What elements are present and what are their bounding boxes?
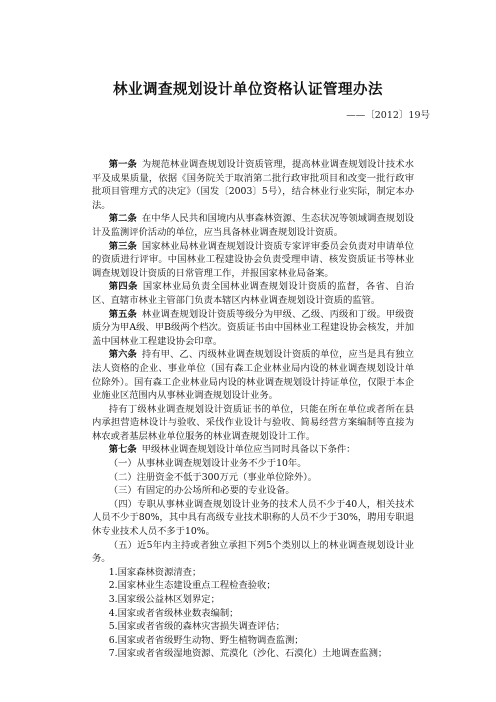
article-4	[92, 280, 414, 307]
article-text: 持有甲、乙、丙级林业调查规划设计资质的单位，应当是具有独立法人资格的企业、事业单位（国有森工企业林业局内设的林业调查规划设计单位除外）。国有森工企业林业局内设的林业调查规划设计持证单位，仅限于本企业施业区范围内从事林业调查规划设计业务。	[92, 349, 414, 402]
list-item: 7.国家或者省级湿地资源、荒漠化（沙化、石漠化）土地调查监测；	[108, 648, 388, 660]
article-text: 在中华人民共和国境内从事森林资源、生态状况等领域调查规划设计及监测评价活动的单位，应当具备林业调查规划设计资质。	[92, 213, 414, 238]
article-5	[92, 308, 414, 349]
condition-item: （三）有固定的办公场所和必要的专业设备。	[108, 485, 295, 497]
document-title: 林业调查规划设计单位资格认证管理办法	[113, 82, 383, 98]
article-heading: 第二条	[108, 213, 137, 225]
article-7	[92, 443, 414, 457]
list-item: 5.国家或者省级的森林灾害损失调查评估；	[108, 621, 285, 633]
article-2	[92, 212, 414, 239]
article-1	[92, 158, 414, 212]
article-heading: 第四条	[108, 281, 138, 293]
article-heading: 第三条	[108, 240, 137, 252]
article-text: 国家林业局负责全国林业调查规划设计资质的监督，各省、自治区、直辖市林业主管部门负责本辖区内林业调查规划设计资质的监管。	[92, 281, 414, 306]
condition-item: （五）近5年内主持或者独立承担下列5个类别以上的林业调查规划设计业务。	[92, 539, 414, 565]
article-text: 林业调查规划设计资质等级分为甲级、乙级、丙级和丁级。甲级资质分为甲A级、甲B级两个档次。资质证书由中国林业工程建设协会核发，并加盖中国林业工程建设协会印章。	[92, 308, 414, 347]
article-text: 国家林业局林业调查规划设计资质专家评审委员会负责对申请单位的资质进行评审。中国林业工程建设协会负责受理申请、核发资质证书等林业调查规划设计资质的日常管理工作，并报国家林业局备案。	[92, 240, 414, 279]
document-body	[92, 158, 414, 661]
article-heading: 第五条	[108, 308, 137, 320]
article-heading: 第七条	[108, 444, 137, 456]
article-heading: 第六条	[108, 349, 137, 361]
article-text: 为规范林业调查规划设计资质管理，提高林业调查规划设计技术水平及成果质量，依据《国务院关于取消第二批行政审批项目和改变一批行政审批项目管理方式的决定》（国发〔2003〕5号），结合林业行业实际，制定本办法。	[92, 159, 414, 211]
article-heading: 第一条	[108, 159, 137, 170]
condition-item: （二）注册资金不低于300万元（事业单位除外）。	[108, 471, 318, 483]
list-item: 4.国家或者省级林业数表编制；	[108, 607, 239, 619]
list-item: 3.国家级公益林区划界定；	[108, 594, 220, 605]
article-3	[92, 240, 414, 281]
article-6	[92, 348, 414, 402]
list-item: 2.国家林业生态建设重点工程检查验收；	[108, 580, 276, 592]
article-text: 甲级林业调查规划设计单位应当同时具备以下条件：	[141, 444, 356, 456]
list-item: 1.国家森林资源清查；	[108, 566, 202, 578]
condition-item: （四）专职从事林业调查规划设计业务的技术人员不少于40人，相关技术人员不少于80%，其中具有高级专业技术职称的人员不少于30%，聘用专职退休专业技术人员不多于10%。	[92, 498, 414, 538]
list-item: 6.国家或者省级野生动物、野生植物调查监测；	[108, 634, 304, 646]
condition-item: （一）从事林业调查规划设计业务不少于10年。	[108, 458, 307, 470]
article-6-paragraph-2: 持有丁级林业调查规划设计资质证书的单位，只能在所在单位或者所在县内承担营造林设计与验收、采伐作业设计与验收、简易经营方案编制等直接为林农或者基层林业单位服务的林业调查规划设计工作。	[92, 403, 414, 442]
document-number: ——〔2012〕19号	[346, 110, 430, 121]
